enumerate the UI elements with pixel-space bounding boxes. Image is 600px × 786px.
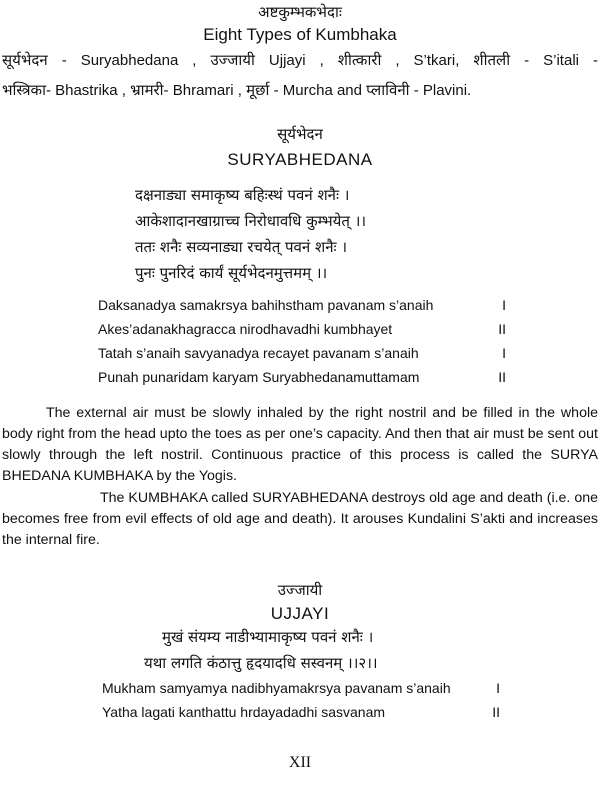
page-number: XII	[288, 754, 312, 771]
suryabhedana-explanation-paragraph: The external air must be slowly inhaled by the right nostril and be filled in the whole body right from the head upto the toes as per one’s capacity. And then that air must be sent out slowly through the left nostril. Continuous practice of this process is called the SURYA BHEDANA KUMBHAKA by the Yogis.	[2, 405, 598, 484]
verse-end-mark: I	[502, 345, 506, 361]
translit-line	[98, 345, 506, 369]
section-title-english: Eight Types of Kumbhaka	[203, 25, 397, 44]
verse-end-mark: II	[498, 321, 506, 337]
translit-line	[98, 297, 506, 321]
verse-line: दक्षनाड्या समाकृष्य बहिःस्थं पवनं शनैः ।	[135, 186, 350, 204]
suryabhedana-title-devanagari: सूर्यभेदन	[277, 125, 323, 143]
section-title-devanagari: अष्टकुम्भकभेदाः	[258, 3, 342, 21]
verse-line: यथा लगति कंठात्तु हृदयादधि सस्वनम् ।।२।।	[144, 654, 378, 672]
ujjayi-verse-devanagari	[144, 627, 378, 679]
translit-text: Mukham samyamya nadibhyamakrsya pavanam s’anaih	[102, 680, 451, 696]
kumbhaka-types-line-2: भस्त्रिका- Bhastrika , भ्रामरी- Bhramari , मूर्छा - Murcha and प्लाविनी - Plavini.	[2, 82, 472, 99]
verse-line: मुखं संयम्य नाडीभ्यामाकृष्य पवनं शनैः ।	[162, 628, 374, 646]
translit-line	[102, 704, 500, 728]
suryabhedana-verse-transliteration	[98, 297, 506, 393]
verse-end-mark: I	[502, 297, 506, 313]
ujjayi-title-english: UJJAYI	[270, 604, 330, 623]
verse-end-mark: II	[492, 704, 500, 720]
suryabhedana-title-english: SURYABHEDANA	[227, 150, 373, 169]
translit-text: Tatah s’anaih savyanadya recayet pavanam s’anaih	[98, 345, 419, 361]
translit-text: Akes’adanakhagracca nirodhavadhi kumbhayet	[98, 321, 393, 337]
verse-line: पुनः पुनरिदं कार्यं सूर्यभेदनमुत्तमम् ।।	[135, 264, 328, 282]
ujjayi-title-devanagari: उज्जायी	[277, 581, 323, 599]
suryabhedana-effects-paragraph: The KUMBHAKA called SURYABHEDANA destroys old age and death (i.e. one becomes free from evil effects of old age and death). It arouses Kundalini S’akti and increases the internal fire.	[2, 490, 598, 548]
verse-end-mark: I	[496, 680, 500, 696]
translit-text: Daksanadya samakrsya bahihstham pavanam s’anaih	[98, 297, 434, 313]
translit-line	[98, 321, 506, 345]
translit-text: Punah punaridam karyam Suryabhedanamuttamam	[98, 369, 420, 385]
translit-text: Yatha lagati kanthattu hrdayadadhi sasvanam	[102, 704, 386, 720]
translit-line	[98, 369, 506, 393]
verse-end-mark: II	[498, 369, 506, 385]
ujjayi-verse-transliteration	[102, 680, 500, 728]
suryabhedana-verse-devanagari	[135, 185, 366, 289]
verse-line: आकेशादानखाग्राच्च निरोधावधि कुम्भयेत् ।।	[135, 212, 367, 230]
kumbhaka-types-line-1: सूर्यभेदन - Suryabhedana , उज्जायी Ujjayi , शीत्कारी , S’tkari, शीतली - S’itali -	[2, 52, 598, 69]
verse-line: ततः शनैः सव्यनाड्या रचयेत् पवनं शनैः ।	[135, 238, 347, 256]
translit-line	[102, 680, 500, 704]
